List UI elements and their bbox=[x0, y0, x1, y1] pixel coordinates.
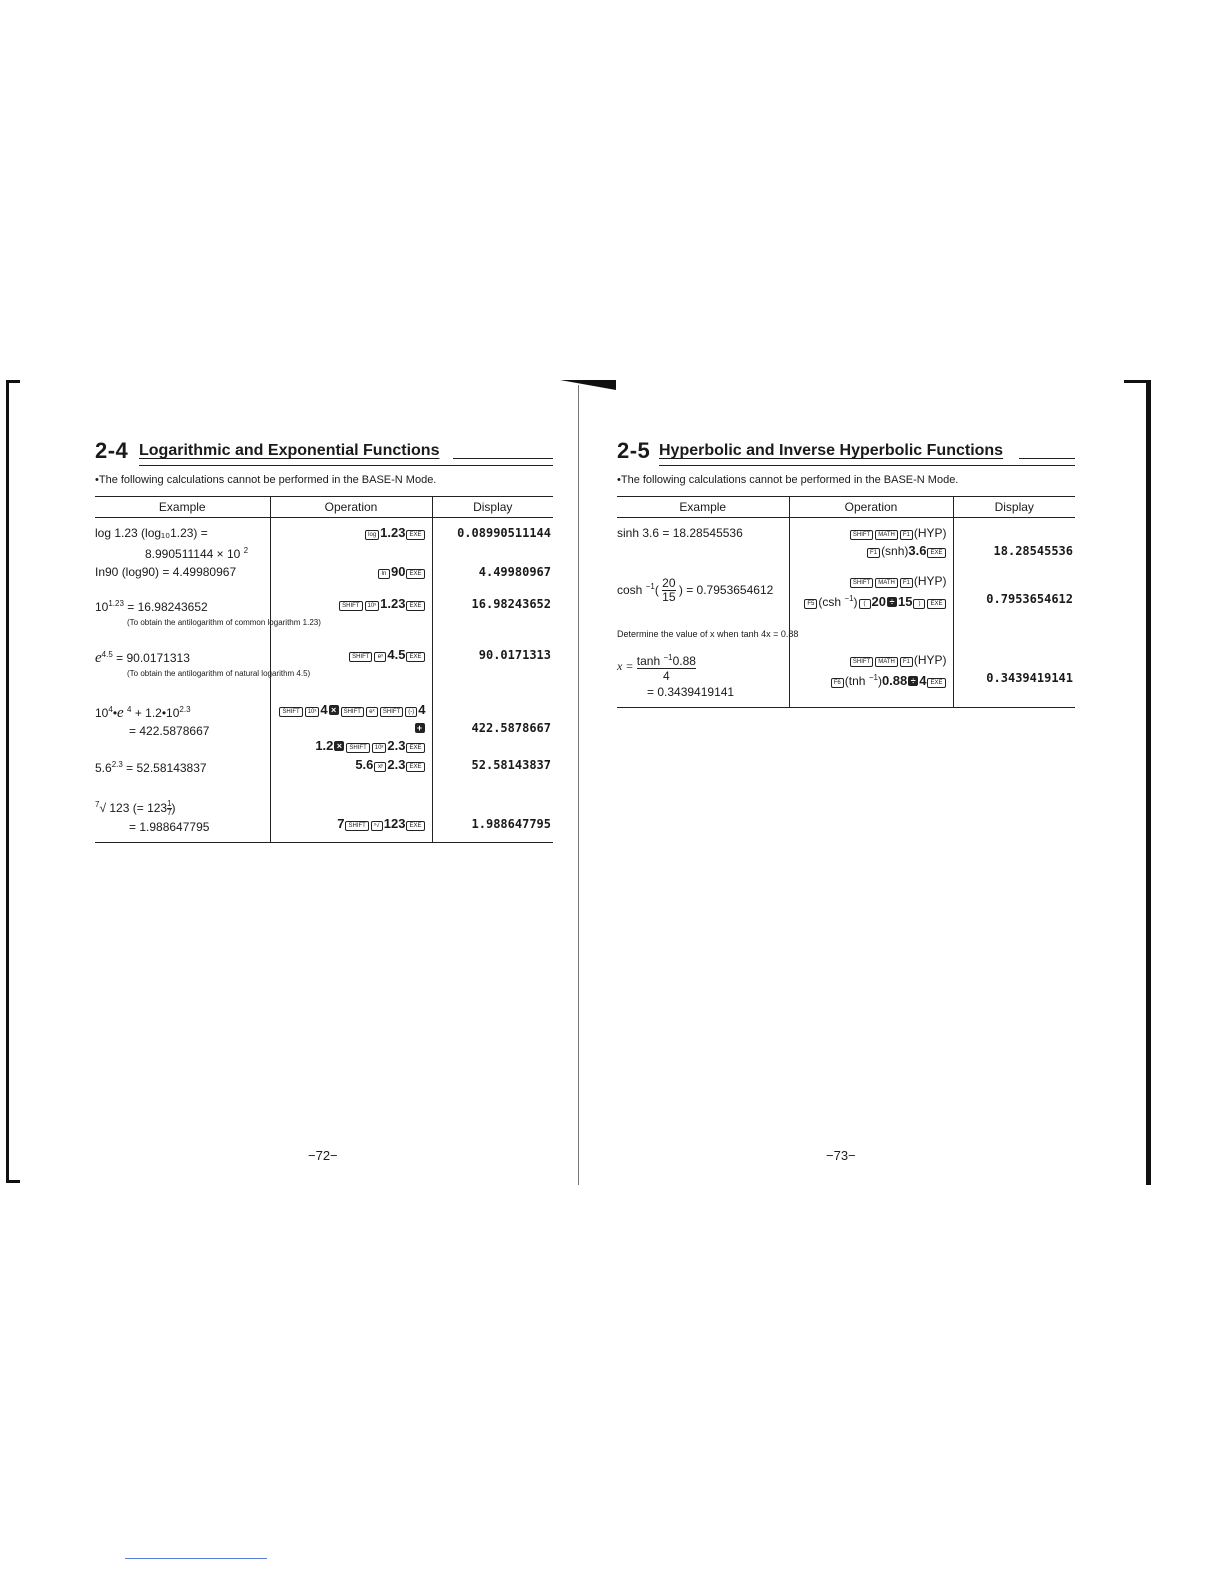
hyperbolic-table bbox=[617, 496, 1075, 708]
section-title: Hyperbolic and Inverse Hyperbolic Functions bbox=[659, 442, 1004, 459]
fraction-numerator: 20 bbox=[662, 576, 676, 591]
display-value: 18.28545536 bbox=[993, 544, 1073, 558]
page-number: −73− bbox=[826, 1148, 856, 1163]
intro-note: Determine the value of x when tanh 4x = 0.88 bbox=[617, 629, 799, 639]
example-text: 5.6 bbox=[95, 761, 112, 775]
operation-text: (HYP) bbox=[913, 574, 947, 588]
fold-corner-mark bbox=[560, 380, 616, 390]
f1-key: F1 bbox=[867, 548, 880, 558]
base-n-note: •The following calculations cannot be performed in the BASE-N Mode. bbox=[617, 474, 959, 486]
close-paren-key: ) bbox=[913, 599, 925, 609]
operation-text: 7 bbox=[337, 816, 345, 831]
table-row bbox=[95, 795, 553, 843]
multiply-key: × bbox=[329, 705, 339, 715]
operation-text: 0.88 bbox=[881, 673, 908, 688]
example-text: • bbox=[112, 706, 118, 720]
header-display: Display bbox=[432, 497, 553, 518]
antilog-note: (To obtain the antilogarithm of natural logarithm 4.5) bbox=[127, 669, 311, 678]
example-text: = 52.58143837 bbox=[126, 761, 207, 775]
example-text: = 16.98243652 bbox=[127, 600, 208, 614]
example-text: = 1.988647795 bbox=[129, 820, 210, 834]
fraction-numerator: 1 bbox=[167, 799, 172, 809]
section-number: 2-4 bbox=[95, 438, 129, 463]
operation-text: 123 bbox=[383, 816, 406, 831]
table-row bbox=[95, 595, 553, 646]
exponent: −1 bbox=[663, 653, 673, 662]
table-row bbox=[95, 563, 553, 595]
operation-text: 2.3 bbox=[387, 757, 406, 772]
operation-text: 4 bbox=[418, 702, 426, 717]
display-value: 422.5878667 bbox=[471, 721, 551, 735]
shift-key: SHIFT bbox=[341, 707, 364, 717]
functions-table bbox=[95, 496, 553, 843]
section-header bbox=[617, 430, 1075, 464]
math-key: MATH bbox=[875, 578, 898, 588]
exe-key: EXE bbox=[927, 599, 945, 609]
table-row bbox=[95, 701, 553, 756]
exe-key: EXE bbox=[406, 601, 424, 611]
exe-key: EXE bbox=[406, 652, 424, 662]
exponent: 2 bbox=[243, 546, 249, 555]
display-value: 16.98243652 bbox=[471, 597, 551, 611]
example-text: cosh bbox=[617, 583, 643, 597]
table-row: cosh $^{-1}$( $\frac{20}{15}$ ) = 0.7953654612 SHIFT MATH F1 (HYP) F5 (csh $^{-1}$) ( 20 ÷ 15 ) EXE 0.7953654612 bbox=[617, 572, 1075, 625]
math-key: MATH bbox=[875, 657, 898, 667]
display-value: 1.988647795 bbox=[471, 817, 551, 831]
table-row bbox=[617, 625, 1075, 708]
exponent: 4.5 bbox=[101, 650, 113, 659]
f1-key: F1 bbox=[900, 578, 913, 588]
scan-bracket-left-top bbox=[6, 380, 20, 383]
operation-text: (tnh bbox=[844, 674, 866, 688]
table-row bbox=[617, 518, 1075, 573]
table-row bbox=[95, 756, 553, 795]
operation-text: (HYP) bbox=[913, 526, 947, 540]
section-title: Logarithmic and Exponential Functions bbox=[139, 442, 440, 459]
log-key: log bbox=[365, 530, 379, 540]
header-example: Example bbox=[617, 497, 789, 518]
display-value: 52.58143837 bbox=[471, 758, 551, 772]
scan-bracket-left-bottom bbox=[6, 1180, 20, 1183]
example-text: = 0.7953654612 bbox=[686, 583, 774, 597]
scan-underline-bottom bbox=[125, 1558, 267, 1559]
header-operation: Operation bbox=[789, 497, 953, 518]
operation-text: 4 bbox=[320, 702, 328, 717]
shift-key: SHIFT bbox=[346, 743, 369, 753]
left-page bbox=[95, 430, 553, 843]
display-value: 0.08990511144 bbox=[457, 526, 551, 540]
exponent: 2.3 bbox=[179, 705, 191, 714]
plus-key: + bbox=[415, 723, 425, 733]
example-text: + 1.2•10 bbox=[134, 706, 180, 720]
fraction-denominator: 15 bbox=[662, 590, 676, 605]
operation-text: 20 bbox=[871, 594, 887, 609]
e-power-key: eˣ bbox=[366, 707, 378, 717]
exe-key: EXE bbox=[406, 762, 424, 772]
exe-key: EXE bbox=[406, 743, 424, 753]
scan-bracket-left bbox=[6, 380, 9, 1180]
f1-key: F1 bbox=[900, 657, 913, 667]
operation-text: 5.6 bbox=[355, 757, 374, 772]
shift-key: SHIFT bbox=[380, 707, 403, 717]
display-value: 0.7953654612 bbox=[986, 592, 1073, 606]
operation-text: 4 bbox=[919, 673, 927, 688]
exe-key: EXE bbox=[927, 678, 945, 688]
example-text: ) bbox=[171, 801, 176, 815]
exe-key: EXE bbox=[406, 530, 424, 540]
exe-key: EXE bbox=[406, 821, 424, 831]
exe-key: EXE bbox=[406, 569, 424, 579]
fraction-denominator: 4 bbox=[637, 668, 696, 683]
shift-key: SHIFT bbox=[279, 707, 302, 717]
example-text: e bbox=[117, 705, 124, 721]
example-text: e bbox=[95, 650, 102, 666]
exe-key: EXE bbox=[927, 548, 945, 558]
exponent: 2.3 bbox=[111, 760, 123, 769]
divide-key: ÷ bbox=[887, 597, 897, 607]
fraction-denominator: 7 bbox=[167, 808, 172, 818]
ten-power-key: 10ˣ bbox=[305, 707, 320, 717]
section-number: 2-5 bbox=[617, 438, 651, 463]
display-value: 90.0171313 bbox=[478, 648, 551, 662]
shift-key: SHIFT bbox=[850, 578, 873, 588]
shift-key: SHIFT bbox=[345, 821, 368, 831]
exponent: −1 bbox=[844, 594, 854, 603]
table-row bbox=[95, 518, 553, 564]
math-key: MATH bbox=[875, 530, 898, 540]
operation-text: 3.6 bbox=[908, 543, 927, 558]
example-text: sinh 3.6 = 18.28545536 bbox=[617, 526, 743, 540]
f1-key: F1 bbox=[900, 530, 913, 540]
example-text: log 1.23 (log₁₀1.23) = bbox=[95, 526, 208, 540]
exponent: −1 bbox=[868, 673, 878, 682]
antilog-note: (To obtain the antilogarithm of common logarithm 1.23) bbox=[127, 618, 321, 627]
header-display: Display bbox=[953, 497, 1075, 518]
f6-key: F6 bbox=[831, 678, 844, 688]
operation-text: ) bbox=[853, 595, 858, 609]
exponent: −1 bbox=[645, 582, 655, 591]
operation-text: 1.23 bbox=[380, 596, 406, 611]
ln-key: ln bbox=[378, 569, 390, 579]
shift-key: SHIFT bbox=[850, 530, 873, 540]
multiply-key: × bbox=[334, 741, 344, 751]
operation-text: 1.23 bbox=[380, 525, 406, 540]
scan-bracket-right bbox=[1146, 380, 1151, 1185]
example-text: 10 bbox=[95, 600, 109, 614]
base-n-note: •The following calculations cannot be performed in the BASE-N Mode. bbox=[95, 474, 437, 486]
shift-key: SHIFT bbox=[339, 601, 362, 611]
display-value: 0.3439419141 bbox=[986, 671, 1073, 685]
example-text: tanh bbox=[636, 654, 661, 668]
center-fold-line bbox=[578, 385, 579, 1185]
example-text: = 90.0171313 bbox=[116, 651, 190, 665]
operation-text: 1.2 bbox=[315, 738, 334, 753]
page-number: −72− bbox=[308, 1148, 338, 1163]
example-text: √ 123 (= 123 bbox=[99, 801, 168, 815]
exponent: 4 bbox=[108, 705, 113, 714]
section-header bbox=[95, 430, 553, 464]
operation-text: 90 bbox=[391, 564, 406, 579]
exponent: 1.23 bbox=[108, 599, 124, 608]
exponent: 4 bbox=[127, 705, 132, 714]
operation-text: 15 bbox=[898, 594, 913, 609]
title-rule bbox=[453, 458, 553, 459]
power-key: xʸ bbox=[374, 762, 386, 772]
right-page bbox=[617, 430, 1075, 708]
example-text: 0.88 bbox=[672, 654, 696, 668]
display-value: 4.49980967 bbox=[478, 565, 551, 579]
ten-power-key: 10ˣ bbox=[372, 743, 387, 753]
f5-key: F5 bbox=[804, 599, 817, 609]
operation-text: (csh bbox=[818, 595, 842, 609]
table-row bbox=[95, 646, 553, 701]
example-text: 8.990511144 × 10 bbox=[145, 547, 241, 561]
negative-key: (-) bbox=[405, 707, 417, 717]
operation-text: ) bbox=[877, 674, 882, 688]
title-rule-lower bbox=[659, 465, 1075, 466]
header-example: Example bbox=[95, 497, 270, 518]
open-paren-key: ( bbox=[859, 599, 871, 609]
example-text: = 422.5878667 bbox=[129, 724, 210, 738]
shift-key: SHIFT bbox=[850, 657, 873, 667]
example-text: x = bbox=[617, 659, 634, 674]
example-text: = 0.3439419141 bbox=[647, 685, 735, 699]
root-index: 7 bbox=[95, 800, 100, 809]
example-text: 10 bbox=[95, 706, 109, 720]
ten-power-key: 10ˣ bbox=[365, 601, 380, 611]
e-power-key: eˣ bbox=[374, 652, 386, 662]
divide-key: ÷ bbox=[908, 676, 918, 686]
scan-bracket-right-top bbox=[1124, 380, 1150, 383]
operation-text: 2.3 bbox=[387, 738, 406, 753]
shift-key: SHIFT bbox=[349, 652, 372, 662]
operation-text: (snh) bbox=[881, 544, 909, 558]
header-operation: Operation bbox=[270, 497, 432, 518]
title-rule-lower bbox=[139, 465, 553, 466]
root-key: ˣ√ bbox=[371, 821, 383, 831]
title-rule bbox=[1019, 458, 1075, 459]
operation-text: 4.5 bbox=[387, 647, 406, 662]
example-text: In90 (log90) = 4.49980967 bbox=[95, 565, 237, 579]
operation-text: (HYP) bbox=[913, 653, 947, 667]
